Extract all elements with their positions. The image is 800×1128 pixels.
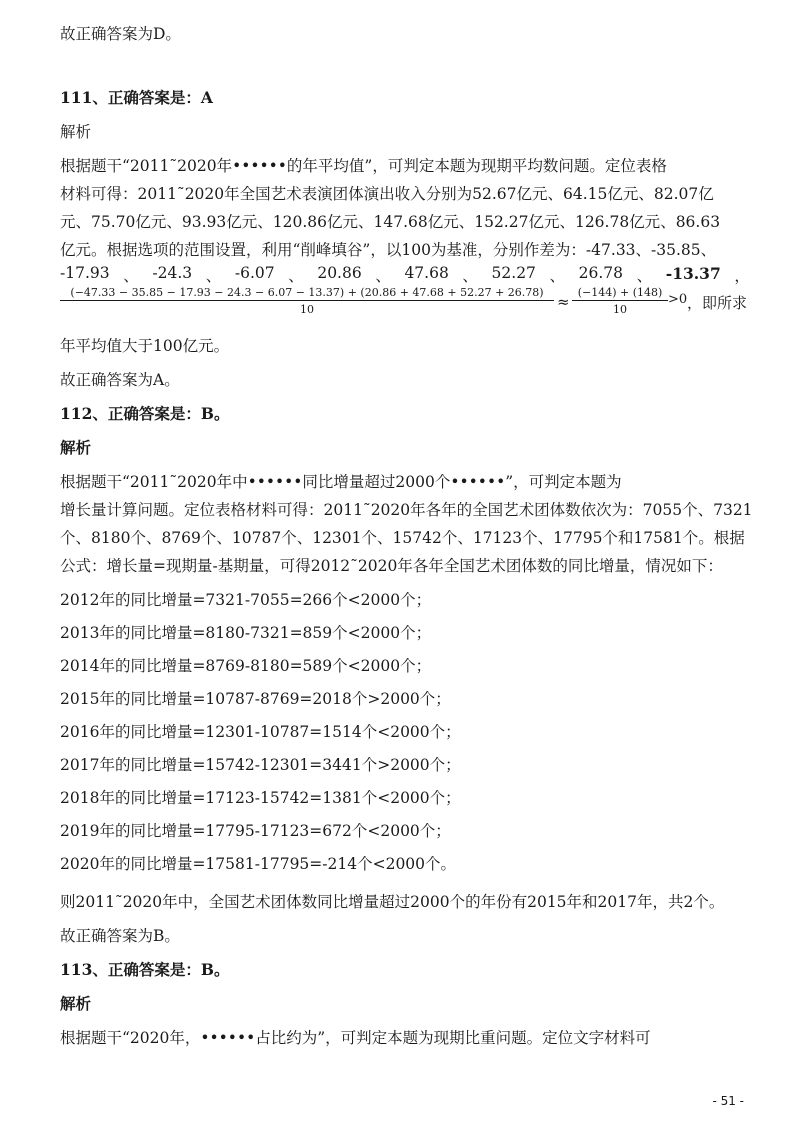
separator: ，: [734, 267, 750, 285]
q111-analysis-heading: 解析: [60, 123, 92, 141]
yearly-increment-line: 2016年的同比增量=12301-10787=1514个<2000个；: [60, 723, 461, 741]
fraction-numerator: (−47.33 − 35.85 − 17.93 − 24.3 − 6.07 − 13.37) + (20.86 + 47.68 + 52.27 + 26.78): [60, 286, 554, 301]
approx-sign: ≈: [557, 293, 570, 311]
q111-paragraph-line: 材料可得：2011˜2020年全国艺术表演团体演出收入分别为52.67亿元、64.15亿元、82.07亿: [60, 185, 714, 203]
yearly-increment-line: 2012年的同比增量=7321-7055=266个<2000个；: [60, 591, 432, 609]
formula-tail-text: ，即所求: [687, 294, 748, 312]
difference-value: 47.68: [404, 264, 449, 282]
q111-paragraph-line: 年平均值大于100亿元。: [60, 337, 230, 355]
fraction-denominator: 10: [300, 303, 314, 316]
q112-paragraph-line: 个、8180个、8769个、10787个、12301个、15742个、17123个、17795个和17581个。根据: [60, 529, 745, 547]
q113-analysis-heading: 解析: [60, 994, 92, 1013]
greater-than-zero: >0: [668, 292, 688, 307]
yearly-increment-line: 2018年的同比增量=17123-15742=1381个<2000个；: [60, 789, 461, 807]
q112-title: 112、正确答案是：B。: [60, 404, 230, 423]
separator: 、: [123, 267, 139, 285]
fraction-denominator: 10: [613, 303, 627, 316]
q112-answer-line: 故正确答案为B。: [60, 927, 180, 945]
yearly-increment-line: 2014年的同比增量=8769-8180=589个<2000个；: [60, 657, 432, 675]
q111-differences-line: [60, 264, 750, 286]
yearly-increment-line: 2015年的同比增量=10787-8769=2018个>2000个；: [60, 690, 451, 708]
q111-title: 111、正确答案是：A: [60, 88, 213, 107]
q113-title: 113、正确答案是：B。: [60, 960, 230, 979]
fraction-numerator: (−144) + (148): [572, 286, 668, 301]
q111-formula: [60, 286, 750, 326]
difference-value: 52.27: [491, 264, 536, 282]
difference-value: 20.86: [317, 264, 362, 282]
separator: 、: [549, 267, 566, 285]
separator: 、: [375, 267, 391, 285]
q112-analysis-heading: 解析: [60, 438, 92, 457]
difference-value: -24.3: [152, 264, 193, 282]
formula-fraction-right: [572, 286, 668, 316]
q112-paragraph-line: 公式：增长量=现期量-基期量，可得2012˜2020年各年全国艺术团体数的同比增量，情况如下：: [60, 557, 723, 575]
difference-value: -17.93: [60, 264, 110, 282]
yearly-increment-line: 2013年的同比增量=8180-7321=859个<2000个；: [60, 624, 432, 642]
yearly-increment-line: 2019年的同比增量=17795-17123=672个<2000个；: [60, 822, 451, 840]
separator: 、: [636, 267, 653, 285]
difference-value: -13.37: [665, 264, 721, 283]
q111-paragraph-line: 亿元。根据选项的范围设置，利用“削峰填谷”，以100为基准，分别作差为：-47.33、-35.85、: [60, 241, 717, 259]
q112-paragraph-line: 根据题干“2011˜2020年中••••••同比增量超过2000个••••••”，可判定本题为: [60, 473, 622, 491]
q112-conclusion-line: 则2011˜2020年中，全国艺术团体数同比增量超过2000个的年份有2015年和2017年，共2个。: [60, 893, 725, 911]
q113-paragraph-line: 根据题干“2020年，••••••占比约为”，可判定本题为现期比重问题。定位文字材料可: [60, 1029, 651, 1047]
formula-fraction-left: [60, 286, 554, 316]
q111-answer-line: 故正确答案为A。: [60, 371, 180, 389]
page-number: - 51 -: [712, 1094, 744, 1108]
q111-paragraph-line: 元、75.70亿元、93.93亿元、120.86亿元、147.68亿元、152.27亿元、126.78亿元、86.63: [60, 213, 721, 231]
yearly-increment-line: 2017年的同比增量=15742-12301=3441个>2000个；: [60, 756, 461, 774]
separator: 、: [462, 267, 478, 285]
separator: 、: [288, 267, 304, 285]
separator: 、: [205, 267, 222, 285]
difference-value: 26.78: [578, 264, 624, 282]
answer-line: 故正确答案为D。: [60, 25, 181, 43]
yearly-increment-line: 2020年的同比增量=17581-17795=-214个<2000个。: [60, 855, 457, 873]
difference-value: -6.07: [234, 264, 275, 282]
q111-paragraph-line: 根据题干“2011˜2020年••••••的年平均值”，可判定本题为现期平均数问题。定位表格: [60, 157, 667, 175]
q112-paragraph-line: 增长量计算问题。定位表格材料可得：2011˜2020年各年的全国艺术团体数依次为：7055个、7321: [60, 501, 753, 519]
